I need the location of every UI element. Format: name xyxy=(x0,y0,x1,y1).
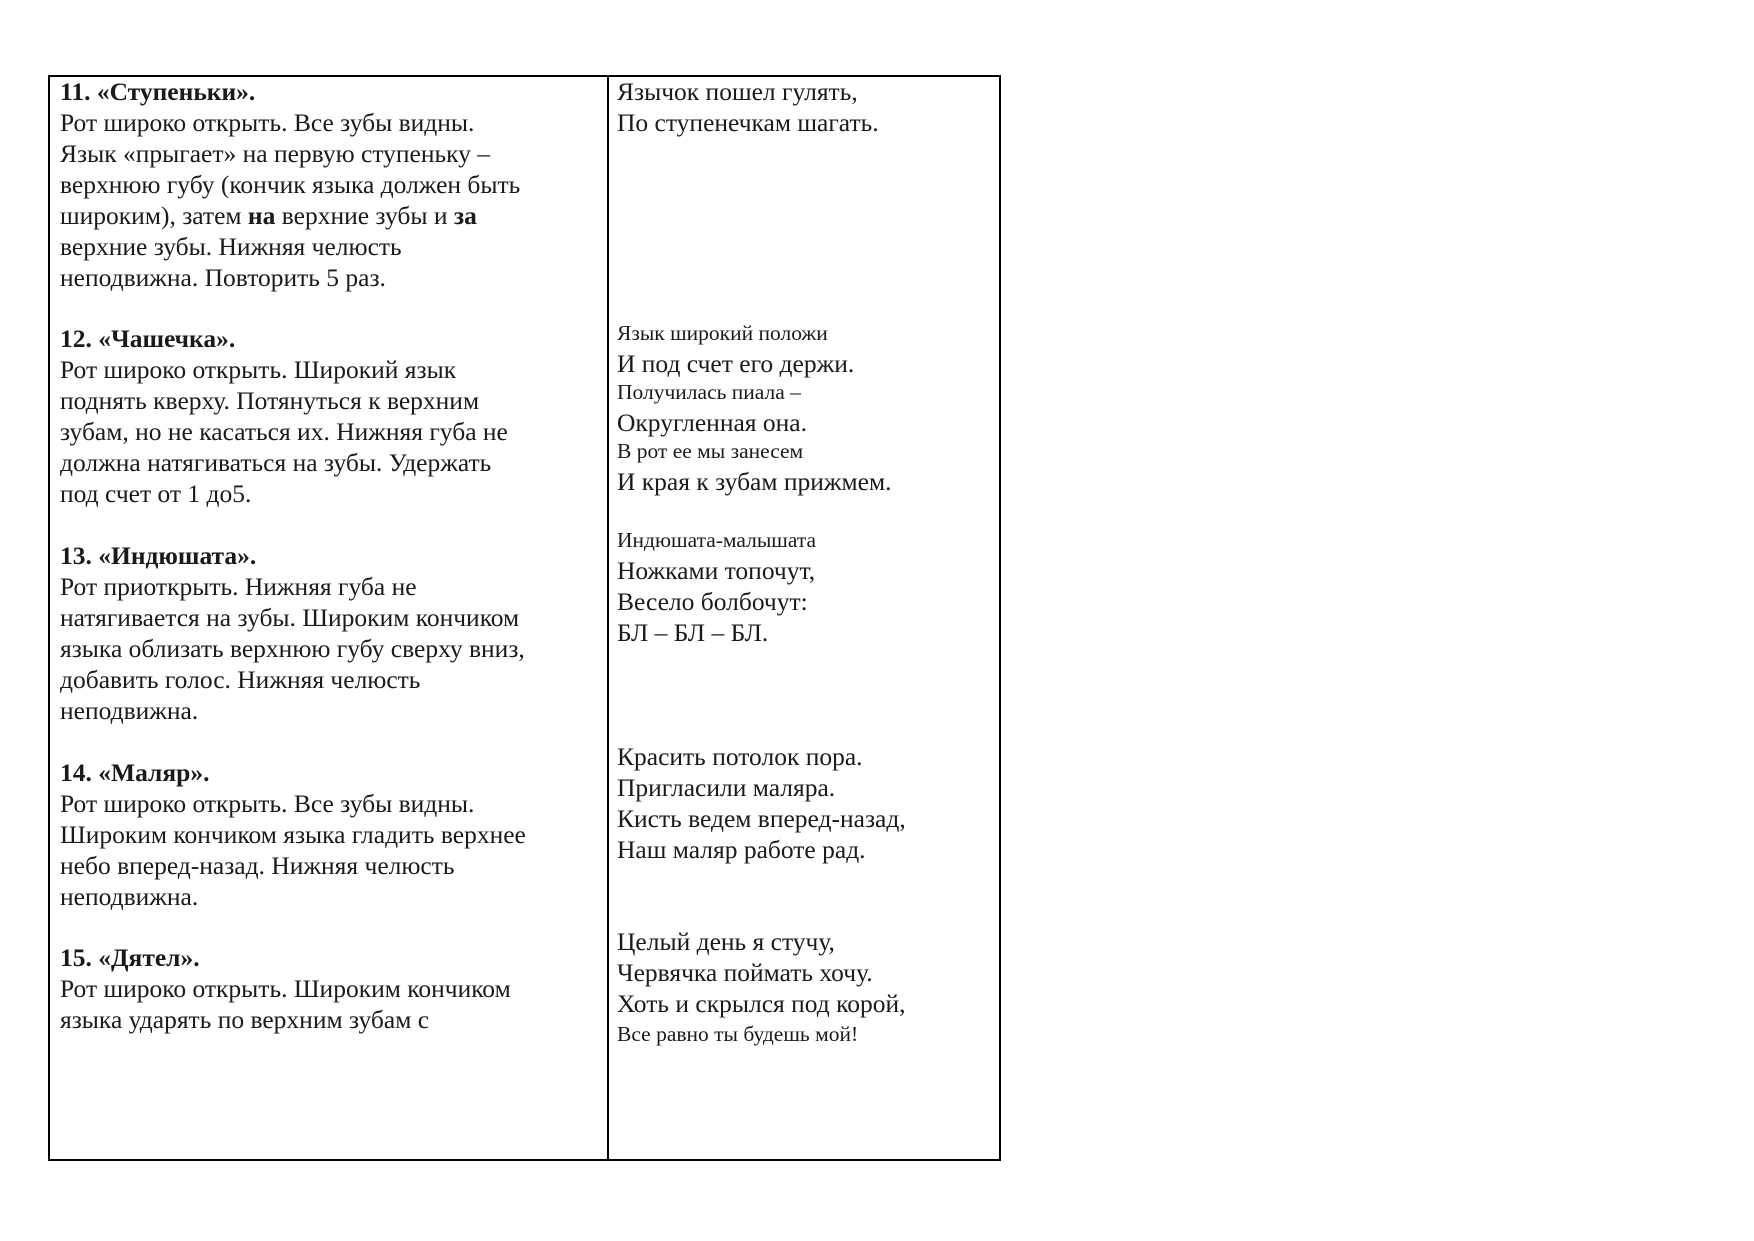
poem-13-line: Индюшата-малышата xyxy=(617,528,817,552)
poem-12-line: И под счет его держи. xyxy=(617,349,855,378)
exercise-11-text: неподвижна. Повторить 5 раз. xyxy=(60,263,386,292)
poem-14-line: Красить потолок пора. xyxy=(617,742,863,771)
exercise-14-text: неподвижна. xyxy=(60,882,199,911)
exercise-14-text: небо вперед-назад. Нижняя челюсть xyxy=(60,851,455,880)
exercise-11-text: верхние зубы. Нижняя челюсть xyxy=(60,232,402,261)
exercise-14-title: 14. «Маляр». xyxy=(60,758,210,787)
exercise-14-text: Рот широко открыть. Все зубы видны. xyxy=(60,789,475,818)
poem-14-line: Наш маляр работе рад. xyxy=(617,835,866,864)
exercise-11-text: широким), затем на верхние зубы и за xyxy=(60,201,477,230)
poem-15-line: Целый день я стучу, xyxy=(617,927,835,956)
poem-12-line: И края к зубам прижмем. xyxy=(617,467,892,496)
exercise-12-text: зубам, но не касаться их. Нижняя губа не xyxy=(60,417,508,446)
exercise-15-text: языка ударять по верхним зубам с xyxy=(60,1005,430,1034)
poem-12-line: Язык широкий положи xyxy=(617,321,828,345)
exercise-12-text: поднять кверху. Потянуться к верхним xyxy=(60,386,480,415)
exercise-13-text: языка облизать верхнюю губу сверху вниз, xyxy=(60,634,525,663)
poem-12-line: Округленная она. xyxy=(617,408,807,437)
exercise-13-text: Рот приоткрыть. Нижняя губа не xyxy=(60,572,417,601)
exercise-11-text: Рот широко открыть. Все зубы видны. xyxy=(60,108,475,137)
poem-15-line: Хоть и скрылся под корой, xyxy=(617,989,906,1018)
exercise-15-title: 15. «Дятел». xyxy=(60,943,200,972)
exercise-14-text: Широким кончиком языка гладить верхнее xyxy=(60,820,526,849)
exercise-13-title: 13. «Индюшата». xyxy=(60,541,257,570)
exercise-11-text: верхнюю губу (кончик языка должен быть xyxy=(60,170,521,199)
exercise-12-text: под счет от 1 до5. xyxy=(60,479,252,508)
exercise-12-title: 12. «Чашечка». xyxy=(60,324,236,353)
exercise-15-text: Рот широко открыть. Широким кончиком xyxy=(60,974,511,1003)
exercise-11-text: Язык «прыгает» на первую ступеньку – xyxy=(60,139,491,168)
exercise-12-text: должна натягиваться на зубы. Удержать xyxy=(60,448,492,477)
poem-12-line: Получилась пиала – xyxy=(617,380,801,404)
poem-11-line: По ступенечкам шагать. xyxy=(617,108,879,137)
poem-14-line: Кисть ведем вперед-назад, xyxy=(617,804,906,833)
exercise-table xyxy=(48,75,1001,1161)
poem-13-line: Ножками топочут, xyxy=(617,556,816,585)
poem-12-line: В рот ее мы занесем xyxy=(617,439,804,463)
poem-15-line: Все равно ты будешь мой! xyxy=(617,1022,859,1046)
poem-11-line: Язычок пошел гулять, xyxy=(617,77,858,106)
poem-15-line: Червячка поймать хочу. xyxy=(617,958,873,987)
poem-13-line: БЛ – БЛ – БЛ. xyxy=(617,618,769,647)
exercise-13-text: неподвижна. xyxy=(60,696,199,725)
exercise-13-text: добавить голос. Нижняя челюсть xyxy=(60,665,421,694)
exercise-11-title: 11. «Ступеньки». xyxy=(60,77,256,106)
poem-14-line: Пригласили маляра. xyxy=(617,773,836,802)
exercise-13-text: натягивается на зубы. Широким кончиком xyxy=(60,603,520,632)
exercise-12-text: Рот широко открыть. Широкий язык xyxy=(60,355,457,384)
column-divider xyxy=(607,77,609,1159)
poem-13-line: Весело болбочут: xyxy=(617,587,808,616)
